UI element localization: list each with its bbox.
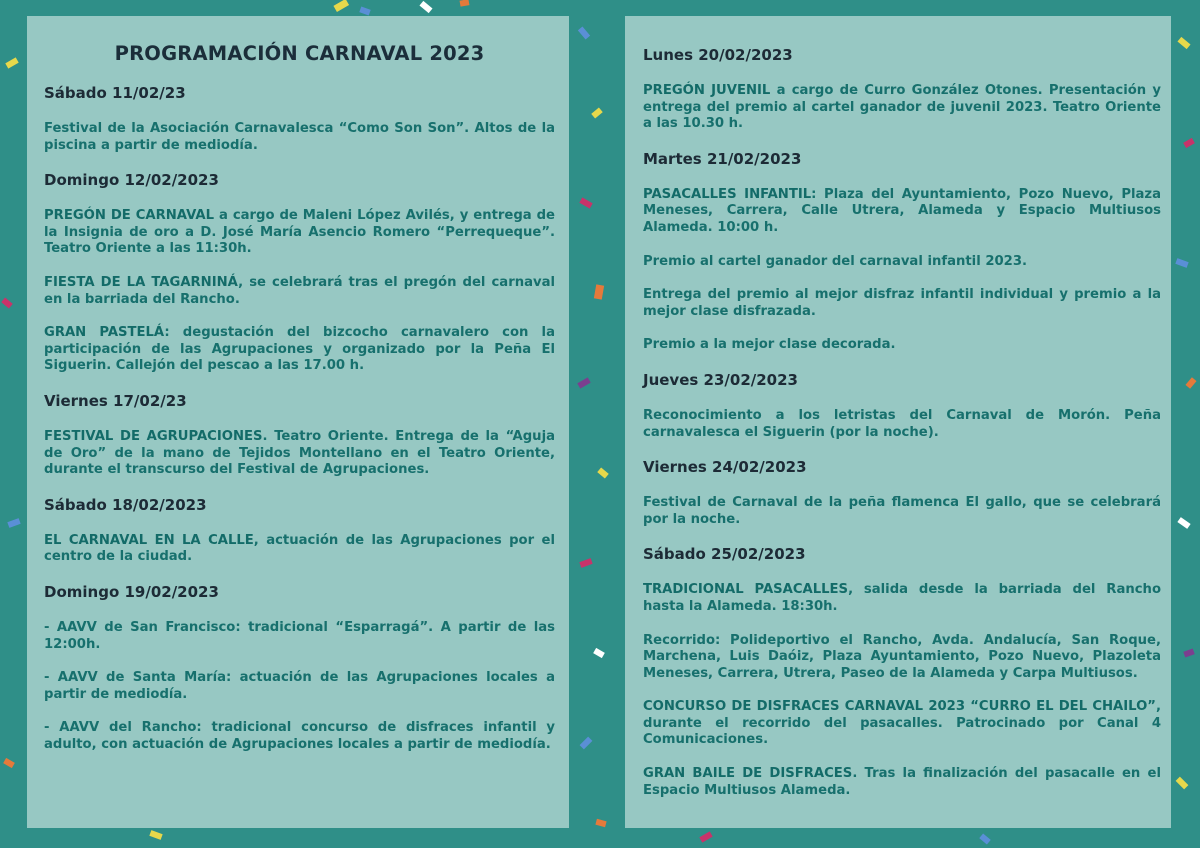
day-heading: Domingo 19/02/2023 bbox=[44, 582, 219, 601]
section-sabado-11 bbox=[44, 84, 555, 154]
section-domingo-12 bbox=[44, 171, 555, 375]
event-paragraph: FIESTA DE LA TAGARNINÁ, se celebrará tras el pregón del carnaval en la barriada del Rancho. bbox=[44, 274, 555, 307]
section-viernes-24 bbox=[643, 458, 1161, 528]
day-heading: Domingo 12/02/2023 bbox=[44, 171, 219, 190]
event-paragraph: GRAN PASTELÁ: degustación del bizcocho carnavalero con la participación de las Agrupaciones y organizado por la Peña El Siguerin. Callejón del pescao a las 17.00 h. bbox=[44, 325, 555, 374]
event-paragraph: Festival de Carnaval de la peña flamenca El gallo, que se celebrará por la noche. bbox=[643, 495, 1161, 527]
day-heading: Viernes 24/02/2023 bbox=[643, 458, 807, 477]
day-heading: Lunes 20/02/2023 bbox=[643, 46, 793, 64]
left-program-panel bbox=[27, 16, 569, 828]
section-martes-21 bbox=[643, 150, 1161, 354]
day-heading: Martes 21/02/2023 bbox=[643, 149, 802, 168]
event-paragraph: TRADICIONAL PASACALLES, salida desde la barriada del Rancho hasta la Alameda. 18:30h. bbox=[643, 582, 1161, 614]
day-heading: Sábado 18/02/2023 bbox=[44, 495, 207, 514]
event-paragraph: - AAVV de San Francisco: tradicional “Esparragá”. A partir de las 12:00h. bbox=[44, 619, 555, 652]
day-heading: Viernes 17/02/23 bbox=[44, 391, 187, 410]
right-program-panel bbox=[625, 16, 1171, 828]
event-paragraph: CONCURSO DE DISFRACES CARNAVAL 2023 “CURRO EL DEL CHAILO”, durante el recorrido del pasacalles. Patrocinado por Canal 4 Comunicaciones. bbox=[643, 699, 1161, 748]
section-lunes-20 bbox=[643, 46, 1161, 133]
page-title: PROGRAMACIÓN CARNAVAL 2023 bbox=[114, 42, 485, 65]
event-paragraph: Recorrido: Polideportivo el Rancho, Avda. Andalucía, San Roque, Marchena, Luis Daóiz, Plaza Ayuntamiento, Pozo Nuevo, Plazoleta Meneses, Carrera, Utrera, Paseo de la Alameda y Carpa Multiusos. bbox=[643, 632, 1161, 681]
event-paragraph: Reconocimiento a los letristas del Carnaval de Morón. Peña carnavalesca el Siguerin (por la noche). bbox=[643, 407, 1161, 440]
event-paragraph: PASACALLES INFANTIL: Plaza del Ayuntamiento, Pozo Nuevo, Plaza Meneses, Carrera, Calle Utrera, Alameda y Espacio Multiusos Alameda. 10:00 h. bbox=[643, 186, 1162, 235]
day-heading: Sábado 25/02/2023 bbox=[643, 545, 806, 564]
day-heading: Jueves 23/02/2023 bbox=[643, 370, 798, 389]
event-paragraph: PREGÓN DE CARNAVAL a cargo de Maleni López Avilés, y entrega de la Insignia de oro a D. José María Asencio Romero “Perrequeque”. Teatro Oriente a las 11:30h. bbox=[44, 208, 555, 257]
event-paragraph: EL CARNAVAL EN LA CALLE, actuación de las Agrupaciones por el centro de la ciudad. bbox=[44, 532, 556, 565]
event-paragraph: Premio a la mejor clase decorada. bbox=[643, 337, 896, 353]
event-paragraph: PREGÓN JUVENIL a cargo de Curro González Otones. Presentación y entrega del premio al cartel ganador de juvenil 2023. Teatro Oriente a las 10.30 h. bbox=[643, 83, 1162, 132]
event-paragraph: Premio al cartel ganador del carnaval infantil 2023. bbox=[643, 253, 1028, 269]
day-heading: Sábado 11/02/23 bbox=[44, 84, 186, 102]
event-paragraph: - AAVV del Rancho: tradicional concurso de disfraces infantil y adulto, con actuación de Agrupaciones locales a partir de mediodía. bbox=[44, 720, 555, 752]
section-sabado-25 bbox=[643, 545, 1161, 799]
section-sabado-18 bbox=[44, 496, 555, 566]
section-jueves-23 bbox=[643, 371, 1161, 441]
section-domingo-19 bbox=[44, 583, 555, 754]
section-viernes-17 bbox=[44, 392, 555, 479]
event-paragraph: - AAVV de Santa María: actuación de las Agrupaciones locales a partir de mediodía. bbox=[44, 670, 555, 702]
event-paragraph: GRAN BAILE DE DISFRACES. Tras la finalización del pasacalle en el Espacio Multiusos Alameda. bbox=[643, 766, 1161, 798]
event-paragraph: Entrega del premio al mejor disfraz infantil individual y premio a la mejor clase disfrazada. bbox=[643, 287, 1161, 319]
event-paragraph: FESTIVAL DE AGRUPACIONES. Teatro Oriente. Entrega de la “Aguja de Oro” de la mano de Tejidos Montellano en el Teatro Oriente, durante el transcurso del Festival de Agrupaciones. bbox=[44, 428, 555, 478]
event-paragraph: Festival de la Asociación Carnavalesca “Como Son Son”. Altos de la piscina a partir de mediodía. bbox=[44, 121, 555, 153]
